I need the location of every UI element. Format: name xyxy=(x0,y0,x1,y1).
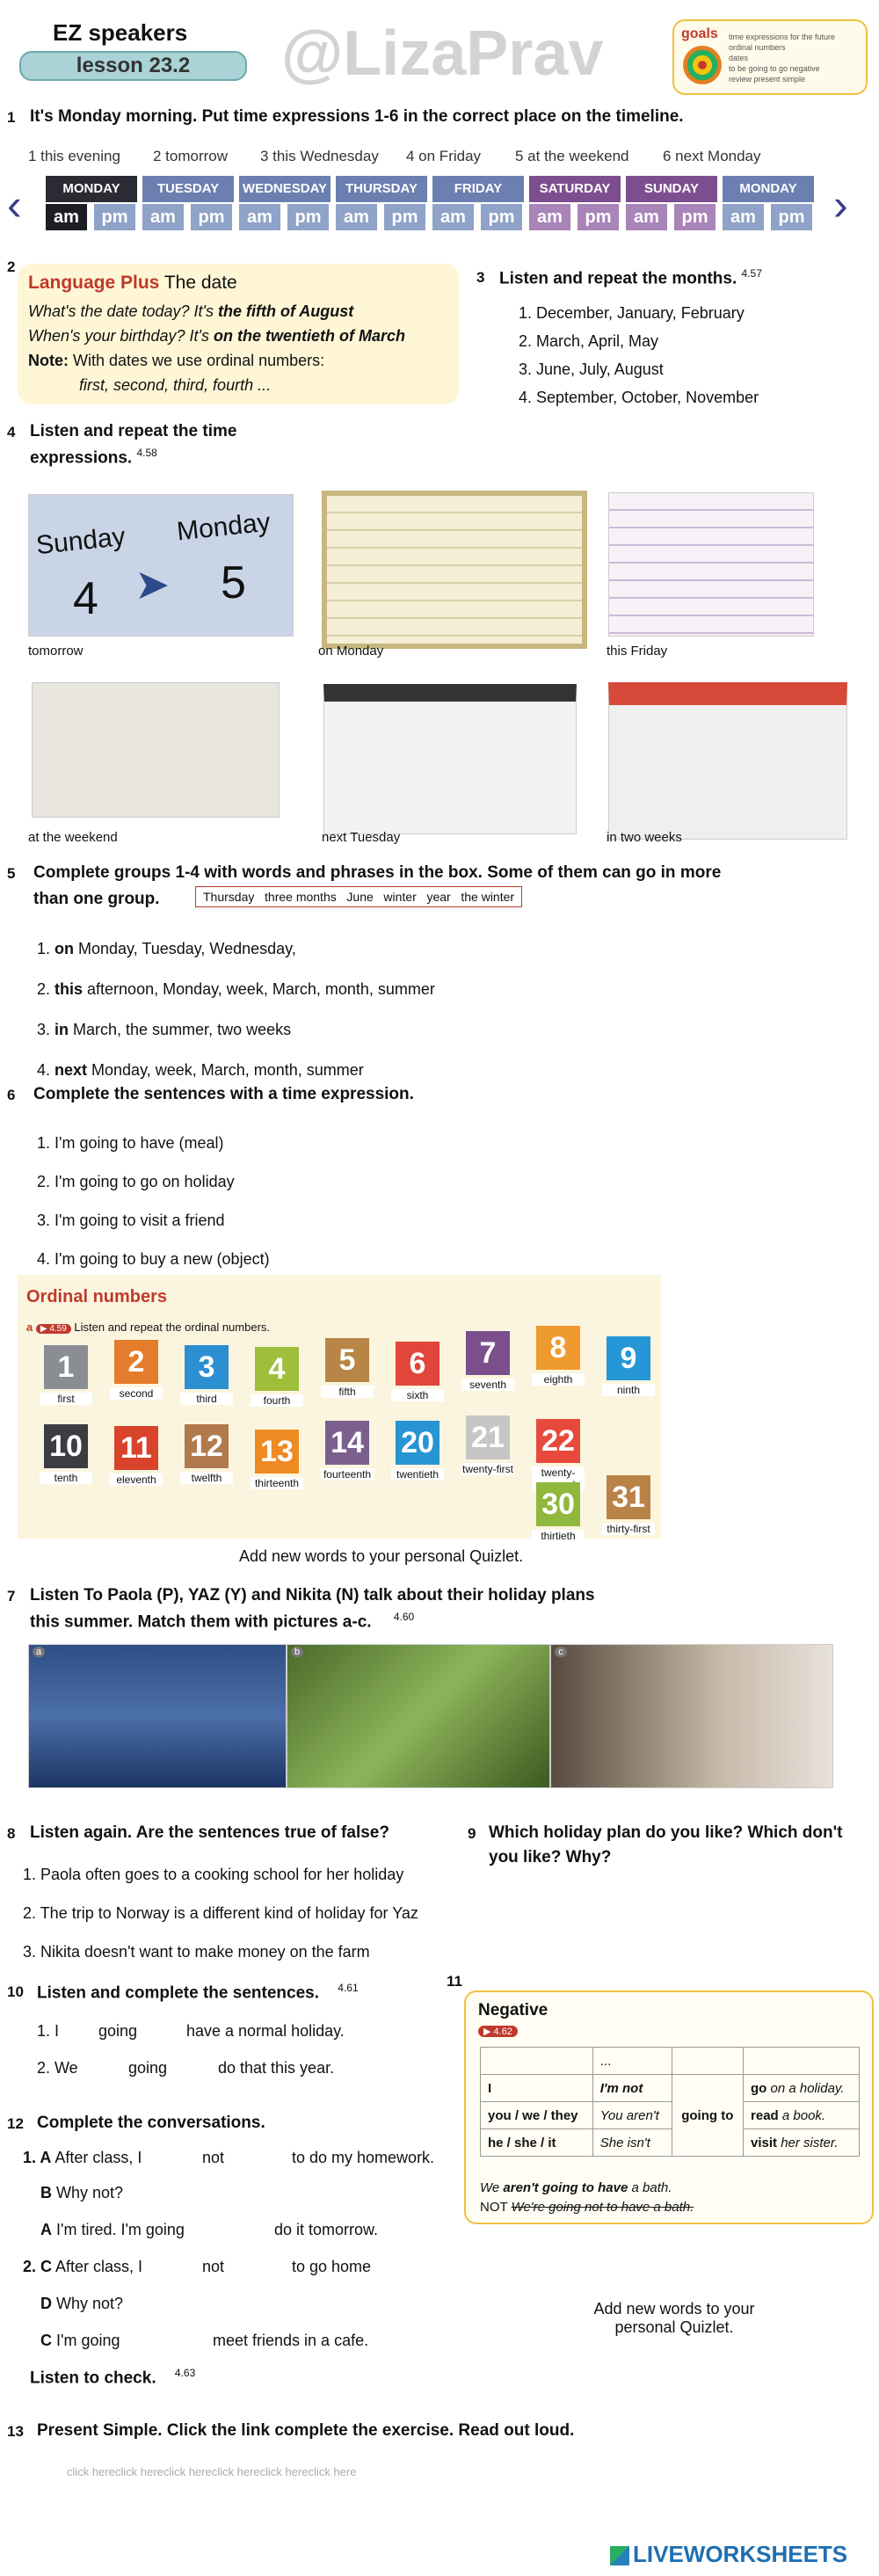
slot[interactable]: pm xyxy=(674,204,716,230)
opt-4[interactable]: 4 on Friday xyxy=(406,148,482,164)
slot[interactable]: am xyxy=(239,204,280,230)
list-item: 3. Nikita doesn't want to make money on the farm xyxy=(23,1943,370,1961)
slot[interactable]: am xyxy=(46,204,87,230)
s5-instruction: Complete groups 1-4 with words and phrases in the box. Some of them can go in more xyxy=(33,863,722,882)
table-row: you / we / they You aren't read a book. xyxy=(481,2102,860,2129)
ordinal-word: twenty-first xyxy=(461,1463,513,1475)
goals-list: time expressions for the future ordinal numbers dates to be going to go negative review present simple xyxy=(729,33,836,84)
ordinal-tile: 14 xyxy=(325,1421,369,1465)
day-thursday: THURSDAY xyxy=(336,176,427,202)
slot[interactable]: pm xyxy=(191,204,232,230)
s12-instruction: Complete the conversations. xyxy=(37,2114,265,2132)
list-item: 3. June, July, August xyxy=(519,360,664,378)
s5-instruction-2: than one group. xyxy=(33,890,160,908)
s9-number: 9 xyxy=(468,1825,476,1842)
slot[interactable]: pm xyxy=(771,204,812,230)
slot[interactable]: pm xyxy=(94,204,135,230)
picture-this-friday xyxy=(608,492,814,637)
day-sunday: SUNDAY xyxy=(626,176,717,202)
ordinal-instr: a ▶ 4.59 Listen and repeat the ordinal numbers. xyxy=(26,1321,271,1334)
ordinal-word: third xyxy=(180,1393,233,1405)
s3-number: 3 xyxy=(476,269,485,286)
opt-2[interactable]: 2 tomorrow xyxy=(153,148,229,164)
ordinal-tile: 6 xyxy=(396,1342,440,1386)
s6-instruction: Complete the sentences with a time expression. xyxy=(33,1085,414,1103)
caption: tomorrow xyxy=(28,644,84,659)
lp-note: Note: With dates we use ordinal numbers: xyxy=(28,352,325,369)
lp-line-1: What's the date today? It's the fifth of August xyxy=(28,302,354,320)
s8-list xyxy=(23,1855,418,1971)
ordinal-tile: 22 xyxy=(536,1419,580,1463)
picture-b-vineyard: b xyxy=(287,1644,550,1788)
ordinal-tile: 12 xyxy=(185,1424,229,1468)
list-item: 2. March, April, May xyxy=(519,332,659,350)
ordinal-tile: 13 xyxy=(255,1430,299,1474)
slot[interactable]: am xyxy=(723,204,764,230)
lp-title: Language Plus The date xyxy=(28,273,237,293)
listen-to-check: Listen to check. $^{4.63}$ xyxy=(30,2367,196,2388)
line: C I'm going meet friends in a cafe. xyxy=(40,2332,369,2349)
chevron-right-icon: › xyxy=(833,180,848,229)
list-item: 2. I'm going to go on holiday xyxy=(37,1173,235,1190)
goals-box xyxy=(672,19,868,95)
s10-instruction: Listen and complete the sentences. $^{4.61}$ xyxy=(37,1982,359,2003)
ordinal-tile: 1 xyxy=(44,1345,88,1389)
caption: this Friday xyxy=(607,644,668,659)
s2-number: 2 xyxy=(7,258,16,275)
s7-instruction-2: this summer. Match them with pictures a-c. $^{4.60}$ xyxy=(30,1611,415,1632)
opt-5[interactable]: 5 at the weekend xyxy=(515,148,629,164)
s4-instruction: Listen and repeat the time xyxy=(30,422,237,440)
ordinal-tile: 31 xyxy=(607,1475,650,1519)
slot[interactable]: pm xyxy=(384,204,425,230)
table-row: he / she / it She isn't visit her sister. xyxy=(481,2129,860,2157)
ordinal-word: fourteenth xyxy=(321,1468,374,1481)
lp-note-list: first, second, third, fourth ... xyxy=(79,376,272,394)
list-item: 2. this afternoon, Monday, week, March, month, summer xyxy=(37,980,435,998)
ordinal-word: twentieth xyxy=(391,1468,444,1481)
opt-3[interactable]: 3 this Wednesday xyxy=(260,148,379,164)
chevron-left-icon: ‹ xyxy=(7,180,22,229)
s9-instruction-2: you like? Why? xyxy=(489,1848,612,1867)
s5-number: 5 xyxy=(7,865,16,882)
list-item: 4. September, October, November xyxy=(519,389,759,406)
ordinal-word: eighth xyxy=(532,1373,585,1386)
picture-a-fjord: a xyxy=(28,1644,287,1788)
ordinal-tile: 2 xyxy=(114,1340,158,1384)
s4-number: 4 xyxy=(7,424,16,440)
list-item: 1. Paola often goes to a cooking school for her holiday xyxy=(23,1866,404,1883)
ordinal-word: eleventh xyxy=(110,1474,163,1486)
list-item: 1. December, January, February xyxy=(519,304,745,322)
s1-instruction: It's Monday morning. Put time expressions 1-6 in the correct place on the timeline. xyxy=(30,107,684,126)
play-icon[interactable]: ▶ 4.62 xyxy=(478,2026,518,2037)
exercise-link[interactable]: click hereclick hereclick hereclick hereclick hereclick here xyxy=(67,2465,357,2478)
ordinal-tile: 11 xyxy=(114,1426,158,1470)
list-item: 1. on Monday, Tuesday, Wednesday, xyxy=(37,940,296,957)
picture-in-two-weeks: October xyxy=(608,682,847,840)
s7-number: 7 xyxy=(7,1588,16,1605)
line: A I'm tired. I'm going do it tomorrow. xyxy=(40,2221,379,2238)
day-friday: FRIDAY xyxy=(432,176,524,202)
list-item: 3. in March, the summer, two weeks xyxy=(37,1021,292,1038)
target-icon xyxy=(683,46,722,84)
s8-instruction: Listen again. Are the sentences true of false? xyxy=(30,1823,389,1842)
day-tuesday: TUESDAY xyxy=(142,176,234,202)
watermark: @LizaPrav xyxy=(281,18,604,89)
ordinal-word: fourth xyxy=(251,1394,303,1407)
slot[interactable]: pm xyxy=(481,204,522,230)
list-item: 4. I'm going to buy a new (object) xyxy=(37,1250,270,1268)
ordinal-tile: 4 xyxy=(255,1347,299,1391)
ordinal-panel xyxy=(18,1275,661,1542)
ordinal-title: Ordinal numbers xyxy=(26,1287,168,1306)
ordinal-tile: 3 xyxy=(185,1345,229,1389)
slot[interactable]: am xyxy=(142,204,184,230)
s7-instruction: Listen To Paola (P), YAZ (Y) and Nikita (N) talk about their holiday plans xyxy=(30,1586,595,1605)
ordinal-word: thirteenth xyxy=(251,1477,303,1489)
slot[interactable]: am xyxy=(626,204,667,230)
ordinal-word: seventh xyxy=(461,1379,514,1391)
line: 1. A After class, I not to do my homework. xyxy=(23,2149,435,2166)
s8-number: 8 xyxy=(7,1825,16,1842)
ordinal-tile: 20 xyxy=(396,1421,440,1465)
arrow-right-icon: ➤ xyxy=(134,562,171,608)
s6-list xyxy=(37,1124,270,1278)
s6-number: 6 xyxy=(7,1087,16,1103)
caption: in two weeks xyxy=(607,830,682,845)
ordinal-word: tenth xyxy=(40,1472,92,1484)
ordinal-word: sixth xyxy=(391,1389,444,1401)
slot[interactable]: pm xyxy=(578,204,619,230)
ordinal-tile: 7 xyxy=(466,1331,510,1375)
opt-6[interactable]: 6 next Monday xyxy=(663,148,761,164)
ordinal-tile: 10 xyxy=(44,1424,88,1468)
opt-1[interactable]: 1 this evening xyxy=(28,148,120,164)
ordinal-word: thirtieth xyxy=(532,1530,585,1542)
negative-box xyxy=(464,1990,874,2224)
caption: next Tuesday xyxy=(322,830,401,845)
s4-instruction-2: expressions. $^{4.58}$ xyxy=(30,447,157,468)
day-next-monday: MONDAY xyxy=(723,176,814,202)
day-monday: MONDAY xyxy=(46,176,137,202)
ordinal-word: second xyxy=(110,1387,163,1400)
ordinal-tile: 9 xyxy=(607,1336,650,1380)
ordinal-word: twelfth xyxy=(180,1472,233,1484)
goals-label: goals xyxy=(681,26,718,41)
s10-number: 10 xyxy=(7,1983,24,2000)
slot[interactable]: am xyxy=(336,204,377,230)
word-box: Thursday three months June winter year the winter xyxy=(195,886,522,907)
ordinal-tile: 21 xyxy=(466,1415,510,1459)
logo-icon xyxy=(610,2546,629,2565)
slot[interactable]: am xyxy=(529,204,570,230)
s11-number: 11 xyxy=(447,1973,462,1990)
picture-c-kitchen: c xyxy=(550,1644,833,1788)
ordinal-tile: 5 xyxy=(325,1338,369,1382)
quizlet-note: Add new words to your personal Quizlet. xyxy=(593,2300,755,2336)
lp-line-2: When's your birthday? It's on the twentieth of March xyxy=(28,327,405,345)
s13-instruction: Present Simple. Click the link complete the exercise. Read out loud. xyxy=(37,2421,575,2440)
language-plus-box xyxy=(18,264,459,404)
slot[interactable]: am xyxy=(432,204,474,230)
s13-number: 13 xyxy=(7,2423,24,2440)
picture-on-monday xyxy=(322,491,587,649)
quizlet-note: Add new words to your personal Quizlet. xyxy=(239,1547,524,1565)
ordinal-tile: 8 xyxy=(536,1326,580,1370)
lesson-badge: lesson 23.2 xyxy=(19,51,247,81)
ordinal-word: fifth xyxy=(321,1386,374,1398)
s1-number: 1 xyxy=(7,109,16,126)
s9-instruction: Which holiday plan do you like? Which don't xyxy=(489,1823,843,1842)
line: B Why not? xyxy=(40,2184,124,2201)
negative-wrong: NOT We're going not to have a bath. xyxy=(480,2200,694,2215)
header-title: EZ speakers xyxy=(53,19,188,46)
list-item: 2. The trip to Norway is a different kind of holiday for Yaz xyxy=(23,1904,418,1922)
negative-table: ... I I'm not going to go on a holiday. you / we / they You aren't read a book. he / she / it She isn't visit her sister. xyxy=(480,2047,860,2157)
s3-instruction: Listen and repeat the months. $^{4.57}$ xyxy=(499,267,762,288)
s12-conversation xyxy=(23,2149,462,2351)
s12-number: 12 xyxy=(7,2115,24,2132)
ordinal-word: thirty-first xyxy=(602,1523,655,1535)
ordinal-tile: 30 xyxy=(536,1482,580,1526)
ordinal-word: twenty- xyxy=(532,1466,585,1491)
caption: on Monday xyxy=(318,644,384,659)
ordinal-word: ninth xyxy=(602,1384,655,1396)
negative-title: Negative xyxy=(478,2001,548,2019)
day-saturday: SATURDAY xyxy=(529,176,621,202)
picture-next-tuesday xyxy=(323,684,577,834)
caption: at the weekend xyxy=(28,830,118,845)
line: 2. C After class, I not to go home xyxy=(23,2258,372,2275)
line: D Why not? xyxy=(40,2295,124,2312)
list-item: 1. I'm going to have (meal) xyxy=(37,1134,224,1152)
ordinal-word: first xyxy=(40,1393,92,1405)
slot[interactable]: pm xyxy=(287,204,329,230)
list-item: 4. next Monday, week, March, month, summer xyxy=(37,1061,364,1079)
s3-months xyxy=(519,299,759,411)
s10-line-1: 1. I going have a normal holiday. xyxy=(37,2022,345,2040)
picture-at-the-weekend xyxy=(32,682,280,818)
table-row: I I'm not going to go on a holiday. xyxy=(481,2075,860,2102)
liveworksheets-logo: LIVEWORKSHEETS xyxy=(610,2541,847,2568)
s5-list xyxy=(37,928,435,1090)
day-wednesday: WEDNESDAY xyxy=(239,176,331,202)
play-icon[interactable]: ▶ 4.59 xyxy=(36,1324,71,1334)
negative-example: We aren't going to have a bath. xyxy=(480,2180,672,2195)
list-item: 3. I'm going to visit a friend xyxy=(37,1212,225,1229)
s10-line-2: 2. We going do that this year. xyxy=(37,2059,335,2077)
picture-tomorrow: Sunday Monday 4 5 ➤ xyxy=(28,494,294,637)
